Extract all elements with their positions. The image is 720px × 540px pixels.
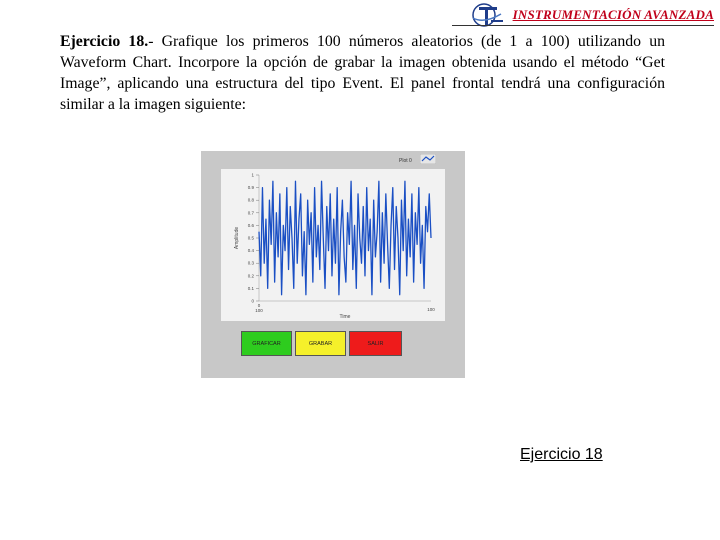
figure-caption: Ejercicio 18: [520, 446, 603, 463]
y-tick-label: 0: [251, 298, 254, 304]
plot-legend-label: Plot 0: [399, 158, 412, 164]
x-tick-label: 0: [257, 303, 261, 308]
y-tick-label: 0.3: [247, 260, 254, 266]
y-tick-label: 0.6: [247, 222, 254, 228]
x-tick-label: 100: [427, 307, 435, 312]
waveform-chart: [221, 169, 445, 321]
header-title: INSTRUMENTACIÓN AVANZADA: [512, 7, 714, 22]
y-tick-label: 0.7: [247, 210, 254, 216]
y-tick-label: 0.4: [247, 248, 254, 254]
front-panel-image: [201, 151, 465, 378]
x-tick-label: 100: [255, 308, 263, 313]
salir-button[interactable]: SALIR: [349, 331, 402, 356]
y-tick-label: 0.9: [247, 185, 254, 191]
exercise-label: Ejercicio 18.: [60, 33, 149, 50]
y-tick-label: 0.1: [247, 285, 254, 291]
y-tick-label: 0.8: [247, 197, 254, 203]
graficar-button[interactable]: GRAFICAR: [241, 331, 292, 356]
y-tick-label: 1: [251, 172, 254, 178]
y-axis-label: Amplitude: [234, 226, 240, 250]
waveform-series-line: [259, 181, 431, 294]
x-axis-label: Time: [339, 314, 351, 320]
y-tick-label: 0.2: [247, 273, 254, 279]
waveform-chart-svg: [221, 169, 445, 321]
exercise-paragraph: [60, 31, 665, 115]
header-rule: [452, 25, 714, 26]
grabar-button[interactable]: GRABAR: [295, 331, 346, 356]
plot-legend-swatch: [420, 154, 436, 164]
exercise-text: - Grafique los primeros 100 números aleatorios (de 1 a 100) utilizando un Waveform Chart. Incorpore la opción de grabar la imagen obtenida usando el método “Get Image”, aplicando una estructura del tipo Event. El panel frontal tendrá una configuración similar a la imagen siguiente:: [60, 33, 665, 113]
y-tick-label: 0.5: [247, 235, 254, 241]
